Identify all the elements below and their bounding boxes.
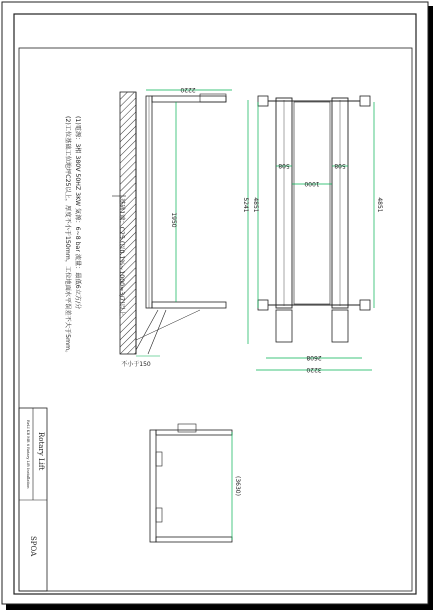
post-top-left [258, 96, 268, 106]
side-width-dim: 2220 [180, 86, 196, 93]
note-line-1: (1)電源：3相 380V 50HZ 3KW 気源：6~8 bar 流量：最低6立方/分 [74, 116, 81, 310]
right-dim: 4851 [376, 197, 383, 213]
post-top-right [360, 96, 370, 106]
post-bottom-right [360, 300, 370, 310]
bottom-outer-dim: 3220 [306, 366, 322, 373]
title-block-title: Rotary Lift [37, 432, 45, 471]
title-block-subtitle: ReLI KB MB 6 Rotary Lift Installation [26, 420, 30, 489]
base-label: 不小于150 [121, 361, 151, 368]
inner-right-dim: 508 [334, 162, 346, 169]
post-bottom-left [258, 300, 268, 310]
center-dim: 1000 [304, 180, 320, 187]
left-outer-dim: 5241 [242, 197, 249, 213]
wall-label: 基础1端：C25 (以0.1%~1000=3/7)以上 [118, 198, 125, 317]
note-line-2: (2)工位基础工位地坪C25以上，厚度不小于150mm，工位地面水平误差不大于5mm。 [64, 116, 71, 357]
inner-left-dim: 508 [278, 162, 290, 169]
side-height-dim: 1950 [170, 212, 177, 228]
title-block-model: SPOA [29, 536, 37, 557]
left-inner-dim: 4851 [252, 197, 259, 213]
end-height-dim: (3630) [234, 476, 241, 496]
bottom-inner-dim: 2608 [306, 354, 322, 361]
